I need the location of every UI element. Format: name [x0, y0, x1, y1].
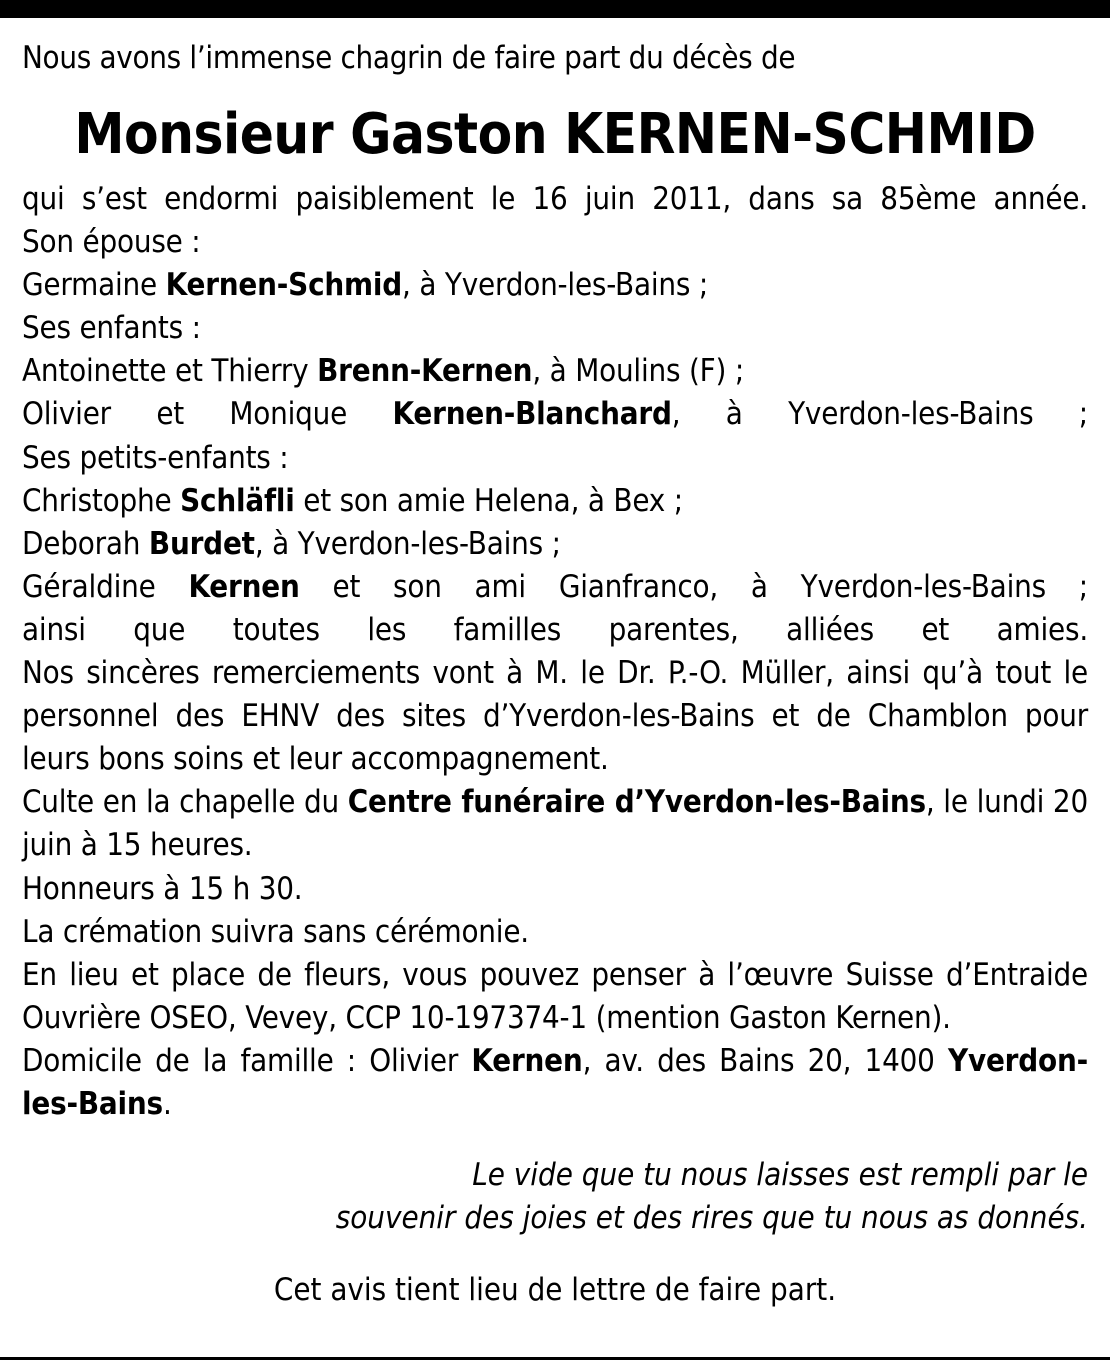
- body-paragraph: Domicile de la famille : Olivier Kernen, av. des Bains 20, 1400 Yverdon-les-Bains.: [22, 1042, 1088, 1122]
- obituary-notice: [22, 38, 1088, 1310]
- closing-text: Cet avis tient lieu de lettre de faire part.: [273, 1272, 837, 1309]
- notice-body: [22, 178, 1088, 1126]
- body-line: Ses enfants :: [22, 310, 201, 347]
- deceased-name: Monsieur Gaston KERNEN-SCHMID: [74, 102, 1036, 167]
- body-line: Germaine Kernen-Schmid, à Yverdon-les-Bains ;: [22, 267, 709, 304]
- body-line: Christophe Schläfli et son amie Helena, à Bex ;: [22, 482, 683, 519]
- body-line: Ses petits-enfants :: [22, 439, 289, 476]
- body-line: qui s’est endormi paisiblement le 16 juin 2011, dans sa 85ème année.: [22, 181, 1088, 217]
- bottom-rule: [0, 1357, 1110, 1360]
- body-paragraph: Nos sincères remerciements vont à M. le Dr. P.-O. Müller, ainsi qu’à tout le personnel des EHNV des sites d’Yverdon-les-Bains et de Chamblon pour leurs bons soins et leur accompagnement.: [22, 655, 1088, 778]
- quote-line: souvenir des joies et des rires que tu nous as donnés.: [335, 1200, 1088, 1237]
- top-rule: [0, 0, 1110, 18]
- body-line: Son épouse :: [22, 224, 201, 261]
- body-line: ainsi que toutes les familles parentes, alliées et amies.: [22, 611, 1088, 648]
- quote-line: Le vide que tu nous laisses est rempli par le: [472, 1157, 1088, 1194]
- body-line: Géraldine Kernen et son ami Gianfranco, à Yverdon-les-Bains ;: [22, 568, 1088, 605]
- body-line: Olivier et Monique Kernen-Blanchard, à Yverdon-les-Bains ;: [22, 396, 1088, 433]
- body-line: Antoinette et Thierry Brenn-Kernen, à Moulins (F) ;: [22, 353, 745, 390]
- intro-text: Nous avons l’immense chagrin de faire part du décès de: [22, 40, 796, 76]
- body-paragraph: En lieu et place de fleurs, vous pouvez penser à l’œuvre Suisse d’Entraide Ouvrière OSEO, Vevey, CCP 10-197374-1 (mention Gaston Kernen).: [22, 956, 1088, 1036]
- body-paragraph: Culte en la chapelle du Centre funéraire d’Yverdon-les-Bains, le lundi 20 juin à 15 heures.: [22, 784, 1088, 864]
- body-line: La crémation suivra sans cérémonie.: [22, 913, 529, 950]
- memorial-quote: [22, 1154, 1088, 1240]
- body-line: Honneurs à 15 h 30.: [22, 870, 303, 907]
- body-line: Deborah Burdet, à Yverdon-les-Bains ;: [22, 525, 561, 562]
